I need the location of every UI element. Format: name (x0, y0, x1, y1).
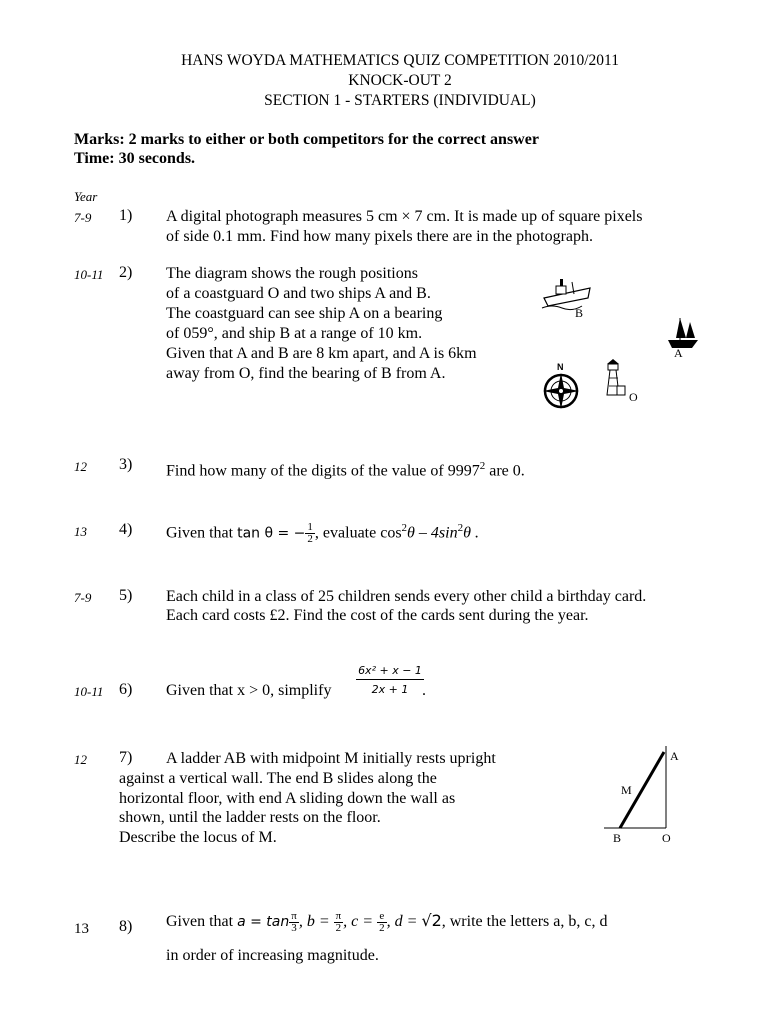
question-text-line: against a vertical wall. The end B slides along the (119, 770, 437, 787)
tan-expression: tan θ = − (237, 525, 306, 542)
ladder-a-label: A (670, 749, 679, 763)
fraction (334, 911, 344, 934)
question-text-line: A digital photograph measures 5 cm × 7 cm. It is made up of square pixels (166, 208, 643, 225)
question-year: 10-11 (74, 684, 104, 699)
exponent: 2 (457, 522, 464, 534)
c-definition: , c = (343, 913, 378, 930)
sentence-end: . (422, 682, 426, 699)
fraction (356, 664, 424, 696)
question-text-part: Given that (166, 524, 238, 542)
marks-rule: Marks: 2 marks to either or both competitors for the correct answer (74, 131, 539, 148)
question-text-line: A ladder AB with midpoint M initially rests upright (166, 750, 496, 767)
fraction-denominator: 2 (307, 533, 313, 546)
question-text-part: , write the letters a, b, c, d (441, 913, 608, 930)
ship-b-icon (542, 279, 590, 310)
fraction-numerator: 6x² + x − 1 (356, 664, 424, 680)
question-text-line: of side 0.1 mm. Find how many pixels there are in the photograph. (166, 228, 594, 245)
question-text (166, 456, 525, 481)
time-rule: Time: 30 seconds. (74, 150, 196, 167)
fraction-numerator: π (291, 909, 297, 922)
ship-a-icon (668, 318, 698, 348)
question-text (166, 514, 479, 547)
fraction (289, 911, 299, 934)
question-text-line: The diagram shows the rough positions (166, 265, 418, 282)
question-number: 3) (119, 456, 133, 473)
ship-b-label: B (575, 306, 584, 320)
fraction-numerator: 1 (307, 521, 313, 534)
round-title: KNOCK-OUT 2 (348, 72, 452, 89)
question-text-line: away from O, find the bearing of B from A. (166, 365, 446, 382)
coastguard-o-label: O (629, 390, 638, 404)
lighthouse-icon (607, 359, 625, 395)
question-text-part: , evaluate cos (314, 524, 402, 542)
compass-north-label: N (557, 362, 564, 372)
b-definition: , b = (298, 913, 334, 930)
question-text-line: The coastguard can see ship A on a bearing (166, 305, 443, 322)
compass-icon (543, 373, 579, 409)
ladder-b-label: B (613, 831, 622, 845)
fraction-denominator: 2 (335, 921, 342, 934)
question-year: 13 (74, 524, 87, 539)
ladder-o-label: O (662, 831, 671, 845)
fraction-denominator: 2x + 1 (371, 683, 409, 696)
a-definition: a = tan (237, 914, 290, 930)
question-text-line: Each child in a class of 25 children sends every other child a birthday card. (166, 588, 647, 605)
fraction (305, 522, 315, 545)
question-text-part: θ . (463, 524, 479, 542)
question-text-line: Describe the locus of M. (119, 829, 277, 846)
question-text-part: Find how many of the digits of the value of 9997 (166, 462, 480, 480)
question-text-line: horizontal floor, with end A sliding down the wall as (119, 790, 456, 807)
section-title: SECTION 1 - STARTERS (INDIVIDUAL) (264, 92, 536, 109)
coastguard-diagram (530, 270, 730, 415)
question-number: 1) (119, 207, 133, 224)
sqrt-expression: √2 (421, 911, 442, 930)
competition-title: HANS WOYDA MATHEMATICS QUIZ COMPETITION 2010/2011 (181, 52, 619, 69)
question-number: 5) (119, 587, 133, 604)
question-year: 7-9 (74, 210, 92, 225)
fraction-denominator: 2 (379, 921, 385, 934)
question-text-line: Given that A and B are 8 km apart, and A is 6km (166, 345, 477, 362)
question-year: 12 (74, 459, 87, 474)
question-number: 6) (119, 681, 133, 698)
question-text (166, 906, 607, 937)
ladder-m-label: M (621, 783, 632, 797)
question-year: 7-9 (74, 590, 92, 605)
question-text-line: Each card costs £2. Find the cost of the cards sent during the year. (166, 607, 589, 624)
question-number: 8) (119, 918, 133, 935)
question-text-line: shown, until the ladder rests on the floor. (119, 809, 381, 826)
question-year: 13 (74, 921, 89, 937)
fraction-denominator: 3 (291, 921, 297, 934)
exponent: 2 (401, 522, 408, 534)
question-number: 4) (119, 521, 133, 538)
question-text-line: in order of increasing magnitude. (166, 947, 379, 964)
question-text: Given that x > 0, simplify (166, 682, 332, 699)
question-text-line: of 059°, and ship B at a range of 10 km. (166, 325, 423, 342)
question-text-part: Given that (166, 913, 238, 930)
question-number: 2) (119, 264, 133, 281)
ship-a-label: A (674, 346, 683, 360)
question-number: 7) (119, 749, 133, 766)
question-text-line: of a coastguard O and two ships A and B. (166, 285, 431, 302)
fraction-numerator: π (335, 909, 342, 922)
fraction-numerator: e (377, 911, 387, 923)
question-text-part: θ – 4sin (407, 524, 458, 542)
exponent: 2 (479, 460, 486, 472)
d-definition: , d = (386, 913, 422, 930)
question-year: 10-11 (74, 267, 104, 282)
ladder-diagram (600, 740, 700, 850)
question-year: 12 (74, 752, 87, 767)
fraction (377, 911, 387, 934)
year-heading: Year (74, 189, 98, 204)
question-text-part: are 0. (485, 462, 525, 480)
